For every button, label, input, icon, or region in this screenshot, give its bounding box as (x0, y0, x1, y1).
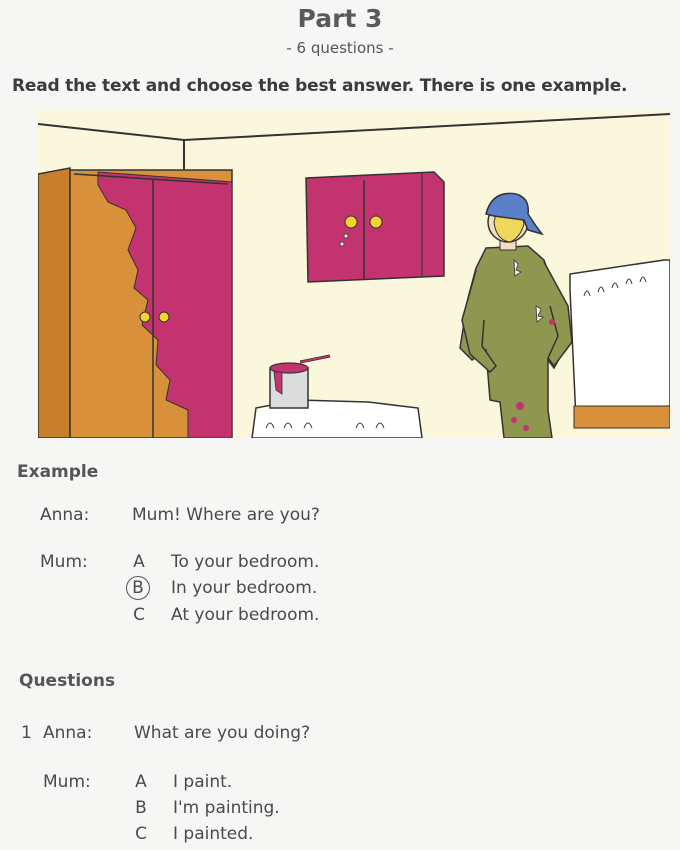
bedroom-illustration (38, 110, 670, 438)
covered-bed (570, 260, 670, 428)
example-heading: Example (17, 462, 99, 482)
page-subtitle: - 6 questions - (286, 39, 394, 57)
question-1-option-b-text[interactable]: I'm painting. (173, 798, 280, 818)
question-1-speaker-anna: Anna: (43, 723, 93, 743)
example-option-b-letter: B (132, 578, 144, 598)
example-speaker-mum: Mum: (40, 552, 88, 572)
question-1-speaker-mum: Mum: (43, 772, 91, 792)
example-option-a-letter: A (133, 552, 145, 572)
example-option-a-text: To your bedroom. (171, 552, 320, 572)
questions-heading: Questions (19, 671, 116, 691)
example-option-c-letter: C (133, 605, 145, 625)
example-speaker-anna: Anna: (40, 505, 90, 525)
instructions: Read the text and choose the best answer. There is one example. (12, 76, 628, 96)
question-1-option-b-letter[interactable]: B (135, 798, 147, 818)
question-1-option-a-text[interactable]: I paint. (173, 772, 233, 792)
question-1-option-c-text[interactable]: I painted. (173, 824, 254, 844)
question-1-option-a-letter[interactable]: A (135, 772, 147, 792)
wardrobe (38, 168, 232, 438)
example-option-b-text: In your bedroom. (171, 578, 318, 598)
page-title: Part 3 (297, 4, 383, 33)
question-1-number: 1 (21, 723, 32, 743)
example-option-c-text: At your bedroom. (171, 605, 320, 625)
question-1-text: What are you doing? (134, 723, 311, 743)
example-question: Mum! Where are you? (132, 505, 320, 525)
question-1-option-c-letter[interactable]: C (135, 824, 147, 844)
wall-cabinet (306, 172, 444, 282)
